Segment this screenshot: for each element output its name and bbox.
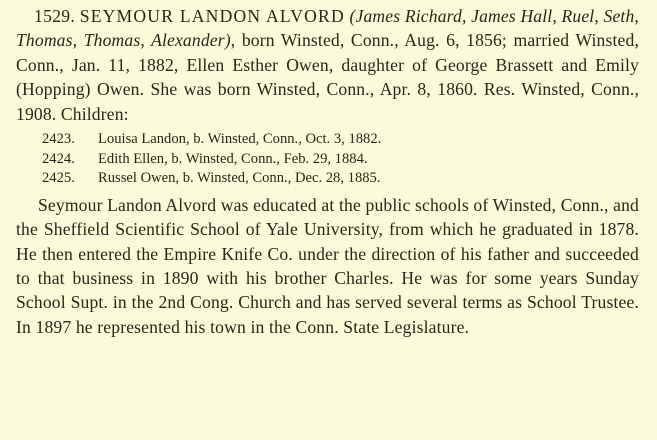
- biography-paragraph: Seymour Landon Alvord was educated at the public schools of Winsted, Conn., and the Sheffield Scientific School of Yale University, from which he graduated in 1878. He then entered the Empire Knife Co. under the direction of his father and succeeded to that business in 1890 with his brother Charles. He was for some years Sunday School Supt. in the 2nd Cong. Church and has served several terms as School Trustee. In 1897 he represented his town in the Conn. State Legislature.: [16, 194, 639, 337]
- child-number: 2425.: [42, 170, 75, 187]
- child-item: [42, 150, 639, 170]
- entry-number: 1529.: [34, 6, 76, 26]
- child-number: 2423.: [42, 131, 75, 148]
- entry-details: , born Winsted, Conn., Aug. 6, 1856; married Winsted, Conn., Jan. 11, 1882, Ellen Esther Owen, daughter of George Brassett and Emily (Hopping) Owen. She was born Winsted, Conn., Apr. 8, 1860. Res. Winsted, Conn., 1908. Children:: [16, 30, 639, 124]
- child-details: Edith Ellen, b. Winsted, Conn., Feb. 29, 1884.: [98, 150, 368, 167]
- child-details: Russel Owen, b. Winsted, Conn., Dec. 28, 1885.: [98, 170, 381, 187]
- child-details: Louisa Landon, b. Winsted, Conn., Oct. 3, 1882.: [98, 131, 382, 148]
- child-item: [42, 169, 639, 189]
- entry-paragraph: [16, 4, 639, 126]
- children-list: [16, 130, 639, 189]
- child-item: [42, 130, 639, 150]
- entry-name: SEYMOUR LANDON ALVORD: [79, 6, 345, 26]
- entry-lineage: (James Richard, James Hall, Ruel, Seth, Thomas, Thomas, Alexander): [16, 6, 639, 51]
- child-number: 2424.: [42, 150, 75, 167]
